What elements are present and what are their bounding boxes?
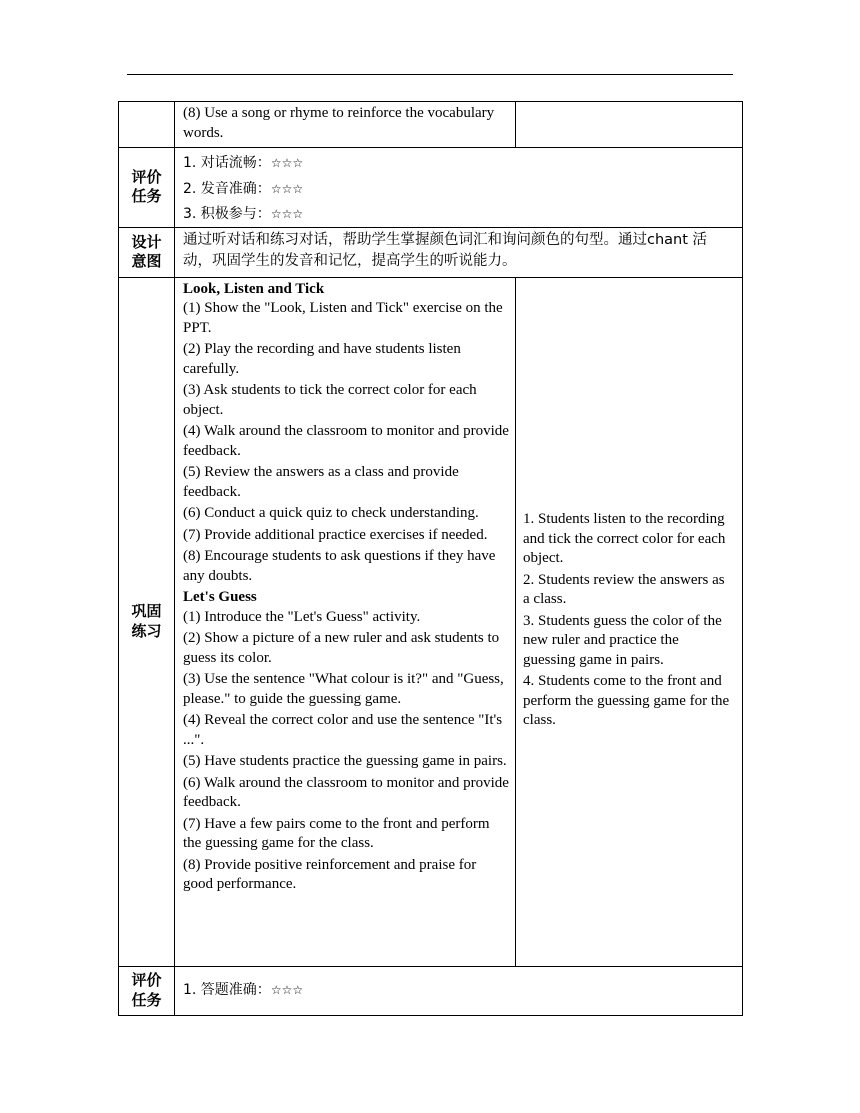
row-label-design: 设计 意图 bbox=[119, 227, 175, 277]
row-evaluation-2 bbox=[119, 966, 743, 1015]
activity-item: (4) Walk around the classroom to monitor and provide feedback. bbox=[183, 423, 509, 459]
activity-item: (7) Have a few pairs come to the front and perform the guessing game for the class. bbox=[183, 815, 490, 851]
activity-item: (3) Use the sentence "What colour is it?" and "Guess, please." to guide the guessing game. bbox=[183, 671, 504, 707]
activity-item: (4) Reveal the correct color and use the sentence "It's ...". bbox=[183, 712, 503, 748]
star-rating: ☆☆☆ bbox=[270, 982, 304, 997]
evaluation-content bbox=[175, 966, 743, 1015]
activity-item: (8) Encourage students to ask questions if they have any doubts. bbox=[183, 548, 496, 584]
evaluation-content bbox=[175, 148, 743, 228]
activity-item: (1) Introduce the "Let's Guess" activity. bbox=[183, 608, 421, 625]
activity-item: (7) Provide additional practice exercises if needed. bbox=[183, 526, 488, 543]
star-rating: ☆☆☆ bbox=[270, 207, 304, 221]
evaluation-item: 3. 积极参与：☆☆☆ bbox=[183, 206, 304, 222]
design-intent-text: 通过听对话和练习对话，帮助学生掌握颜色词汇和询问颜色的句型。通过chant 活动，巩固学生的发音和记忆，提高学生的听说能力。 bbox=[175, 227, 743, 277]
teacher-activity-cell bbox=[175, 102, 516, 148]
section-title: Let's Guess bbox=[183, 589, 257, 605]
activity-item: (5) Have students practice the guessing game in pairs. bbox=[183, 753, 507, 769]
row-practice bbox=[119, 277, 743, 966]
activity-item: (8) Use a song or rhyme to reinforce the vocabulary words. bbox=[183, 105, 495, 141]
header-rule bbox=[127, 74, 733, 75]
evaluation-item: 1. 对话流畅：☆☆☆ bbox=[183, 155, 304, 171]
section-title: Look, Listen and Tick bbox=[183, 280, 325, 297]
star-rating: ☆☆☆ bbox=[270, 181, 304, 196]
student-activity-cell bbox=[516, 102, 743, 148]
student-item: 4. Students come to the front and perform the guessing game for the class. bbox=[523, 673, 730, 729]
evaluation-item: 1. 答题准确：☆☆☆ bbox=[183, 981, 304, 998]
evaluation-item: 2. 发音准确：☆☆☆ bbox=[183, 180, 304, 197]
activity-item: (3) Ask students to tick the correct color for each object. bbox=[183, 382, 477, 418]
activity-item: (6) Walk around the classroom to monitor and provide feedback. bbox=[183, 774, 509, 810]
activity-item: (8) Provide positive reinforcement and praise for good performance. bbox=[183, 856, 477, 892]
activity-item: (2) Play the recording and have students listen carefully. bbox=[183, 341, 461, 377]
row-label-empty bbox=[119, 102, 175, 148]
student-item: 3. Students guess the color of the new ruler and practice the guessing game in pairs. bbox=[523, 612, 722, 668]
activity-item: (2) Show a picture of a new ruler and ask students to guess its color. bbox=[183, 630, 500, 666]
activity-item: (6) Conduct a quick quiz to check understanding. bbox=[183, 505, 479, 521]
row-design-intent bbox=[119, 227, 743, 277]
activity-item: (5) Review the answers as a class and provide feedback. bbox=[183, 464, 459, 500]
teacher-activity-cell bbox=[175, 277, 516, 966]
star-rating: ☆☆☆ bbox=[270, 156, 304, 170]
row-label-practice: 巩固 练习 bbox=[119, 277, 175, 966]
row-label-evaluation: 评价 任务 bbox=[119, 148, 175, 228]
lesson-plan-table bbox=[118, 101, 743, 1016]
row-evaluation-1 bbox=[119, 148, 743, 228]
student-item: 2. Students review the answers as a class. bbox=[523, 571, 725, 608]
row-continuation bbox=[119, 102, 743, 148]
activity-item: (1) Show the "Look, Listen and Tick" exercise on the PPT. bbox=[183, 300, 503, 336]
student-item: 1. Students listen to the recording and tick the correct color for each object. bbox=[523, 511, 726, 567]
row-label-evaluation: 评价 任务 bbox=[119, 966, 175, 1015]
student-activity-cell bbox=[516, 277, 743, 966]
